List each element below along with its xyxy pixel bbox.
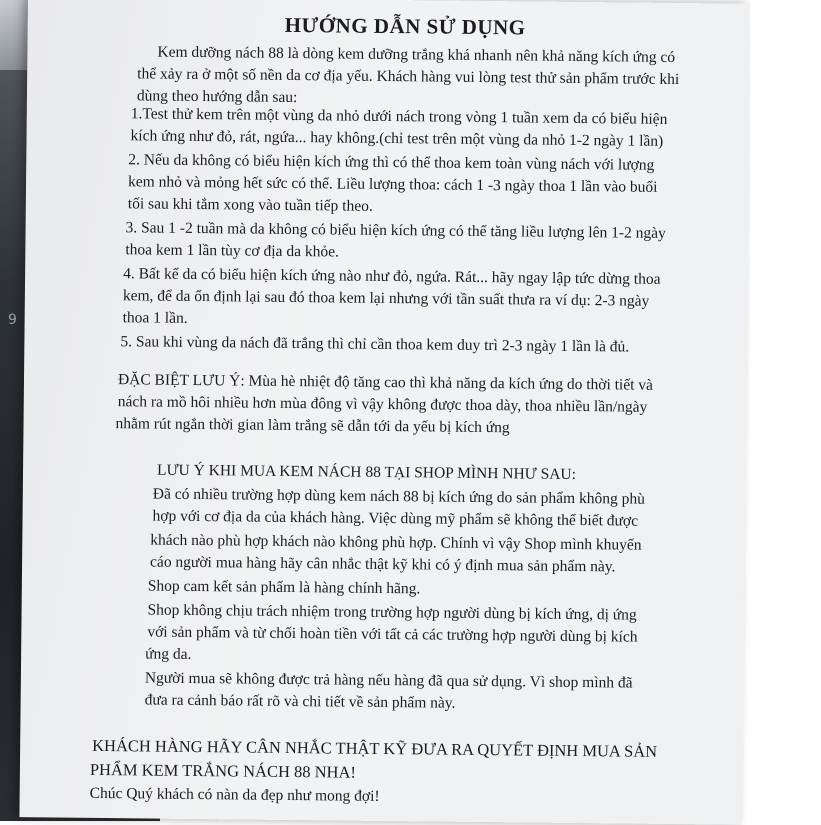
document-title: HƯỚNG DẪN SỬ DỤNG (284, 12, 526, 40)
step-line: 5. Sau khi vùng da nách đã trắng thì chỉ cần thoa kem duy trì 2-3 ngày 1 lần là đủ. (120, 333, 630, 356)
white-margin (750, 0, 821, 821)
purchase-note-heading: LƯU Ý KHI MUA KEM NÁCH 88 TẠI SHOP MÌNH NHƯ SAU: (156, 461, 577, 483)
purchase-note-line: Shop không chịu trách nhiệm trong trường hợp người dùng bị kích ứng, dị ứng (147, 601, 637, 624)
special-note-line: ĐẶC BIỆT LƯU Ý: Mùa hè nhiệt độ tăng cao thì khả năng da kích ứng do thời tiết và (117, 371, 654, 394)
step-line: thoa 1 lần. (122, 309, 188, 327)
purchase-note-line: ứng da. (145, 645, 192, 663)
step-line: 2. Nếu da không có biểu hiện kích ứng thì có thể thoa kem toàn vùng nách với lượng (128, 151, 655, 174)
step-line: thoa kem 1 lần tùy cơ địa da khỏe. (125, 241, 339, 261)
purchase-note-line: với sản phẩm và từ chối hoàn tiền với tất cả các trường hợp người dùng bị kích (147, 623, 638, 646)
step-line: kích ứng như đỏ, rát, ngứa... hay không.(chỉ test trên một vùng da nhỏ 1-2 ngày 1 lần) (130, 127, 664, 150)
intro-line: dùng theo hướng dẫn sau: (136, 87, 298, 107)
intro-line: thể xảy ra ở một số nền da cơ địa yếu. Khách hàng vui lòng test thử sản phẩm trước khi (137, 65, 680, 89)
purchase-note-line: đưa ra cảnh báo rất rõ và chi tiết về sản phẩm này. (144, 691, 456, 712)
step-line: kem, để da ổn định lại sau đó thoa kem lại nhưng với tần suất thưa ra ví dụ: 2-3 ngày (122, 287, 650, 310)
purchase-note-line: cáo người mua hàng hãy cân nhắc thật kỹ khi có ý định mua sản phẩm này. (150, 553, 616, 576)
purchase-note-line: Shop cam kết sản phẩm là hàng chính hãng. (147, 577, 421, 598)
step-line: kem nhỏ và mỏng hết sức có thể. Liều lượng thoa: cách 1 -3 ngày thoa 1 lần vào buổi (127, 173, 658, 196)
purchase-note-line: Người mua sẽ không được trả hàng nếu hàng đã qua sử dụng. Vì shop mình đã (144, 669, 633, 692)
step-line: 1.Test thử kem trên một vùng da nhỏ dưới nách trong vòng 1 tuần xem da có biểu hiện (130, 105, 668, 128)
purchase-note-line: Đã có nhiều trường hợp dùng kem nách 88 bị kích ứng do sản phẩm không phù (152, 485, 645, 508)
instruction-sheet (19, 0, 750, 825)
intro-line: Kem dưỡng nách 88 là dòng kem dưỡng trắng khá nhanh nên khả năng kích ứng có (157, 43, 676, 66)
closing-line: PHẨM KEM TRẮNG NÁCH 88 NHA! (89, 759, 357, 782)
step-line: 4. Bất kể da có biểu hiện kích ứng nào như đỏ, ngứa. Rát... hãy ngay lập tức dừng thoa (123, 265, 661, 288)
step-line: tối sau khi tắm xong vào tuần tiếp theo. (127, 195, 373, 215)
closing-line: KHÁCH HÀNG HÃY CÂN NHẮC THẬT KỸ ĐƯA RA QUYẾT ĐỊNH MUA SẢN (92, 735, 658, 761)
background-keyboard-mark: 9 (8, 312, 17, 328)
special-note-line: nách ra mồ hôi nhiều hơn mùa đông vì vậy không được thoa dày, thoa nhiều lần/ngày (117, 393, 648, 416)
purchase-note-line: hợp với cơ địa da của khách hàng. Việc dùng mỹ phẩm sẽ không thể biết được (152, 507, 639, 530)
closing-greeting: Chúc Quý khách có nàn da đẹp như mong đợi! (89, 784, 380, 805)
special-note-line: nhằm rút ngắn thời gian làm trắng sẽ dẫn tới da yếu bị kích ứng (115, 415, 510, 437)
step-line: 3. Sau 1 -2 tuần mà da không có biểu hiện kích ứng có thể tăng liều lượng lên 1-2 ngày (125, 219, 666, 242)
purchase-note-line: khách nào phù hợp khách nào không phù hợp. Chính vì vậy Shop mình khuyến (150, 531, 642, 554)
